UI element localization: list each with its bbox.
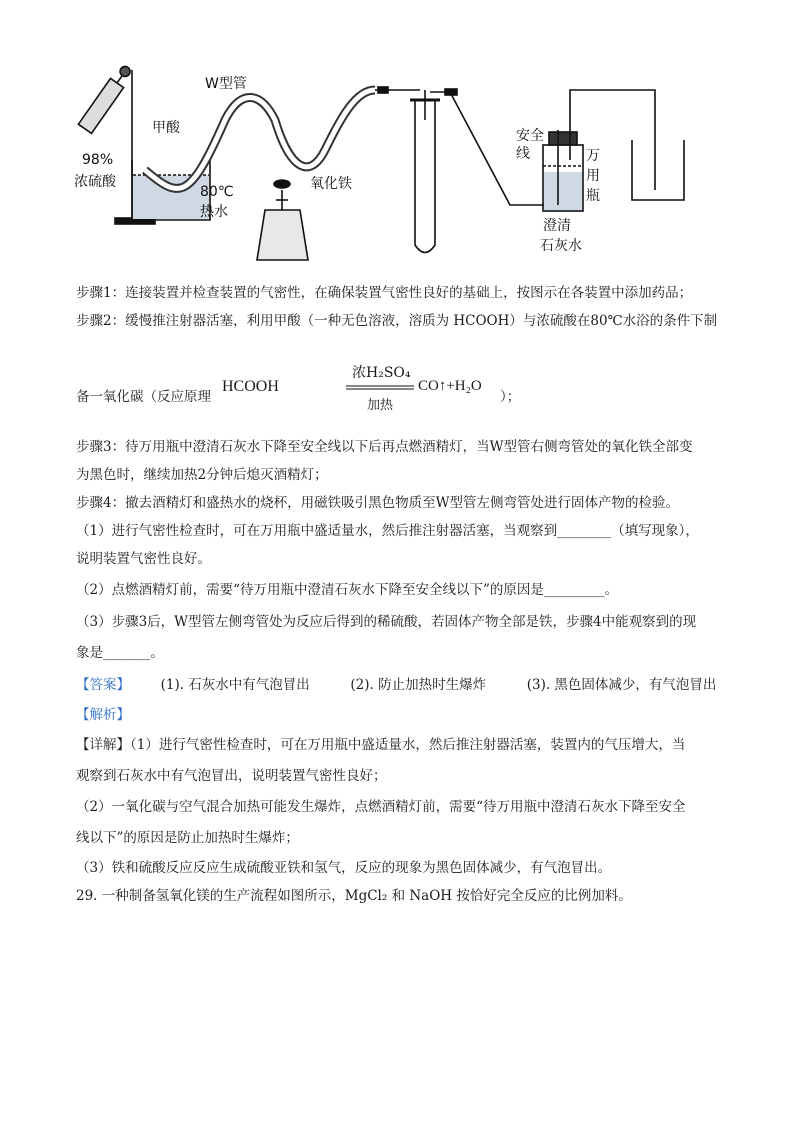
step-1: 步骤1：连接装置并检查装置的气密性，在确保装置气密性良好的基础上，按图示在各装置中添加药品； [76, 285, 693, 301]
answer-tag: 【答案】 [76, 677, 130, 693]
label-hot-water: 热水 [200, 204, 228, 220]
test-tube [415, 100, 435, 253]
question-1a: （1）进行气密性检查时，可在万用瓶中盛适量水，然后推注射器活塞，当观察到________（填写现象）， [76, 523, 699, 539]
step-2: 步骤2：缓慢推注射器活塞，利用甲酸（一种无色溶液，溶质为 HCOOH）与浓硫酸在80℃水浴的条件下制 [76, 313, 718, 329]
alcohol-lamp [257, 210, 308, 260]
syringe [78, 63, 134, 134]
label-wan-3: 瓶 [586, 188, 600, 204]
detail-2b: 线以下”的原因是防止加热时生爆炸； [76, 830, 299, 846]
apparatus-diagram [70, 60, 740, 275]
detail-1a: 【详解】（1）进行气密性检查时，可在万用瓶中盛适量水，然后推注射器活塞，装置内的气压增大，当 [76, 737, 686, 753]
analysis-tag: 【解析】 [76, 707, 130, 723]
label-iron-oxide: 氧化铁 [310, 176, 352, 192]
step-4: 步骤4：撤去酒精灯和盛热水的烧杯，用磁铁吸引黑色物质至W型管左侧弯管处进行固体产物的检验。 [76, 495, 679, 511]
label-w-tube: W型管 [205, 76, 247, 92]
label-safety-2: 线 [516, 146, 530, 162]
label-98-percent: 98% [82, 152, 114, 168]
detail-1b: 观察到石灰水中有气泡冒出，说明装置气密性良好； [76, 768, 387, 784]
step-3a: 步骤3：待万用瓶中澄清石灰水下降至安全线以下后再点燃酒精灯，当W型管右侧弯管处的氧化铁全部变 [76, 439, 693, 455]
beaker-right [632, 140, 684, 200]
question-3a: （3）步骤3后，W型管左侧弯管处为反应后得到的稀硫酸，若固体产物全部是铁，步骤4中能观察到的现 [76, 614, 697, 630]
question-3b: 象是_______。 [76, 645, 164, 661]
equation-reactant: HCOOH [222, 378, 279, 395]
equation-product: CO↑+H₂O [418, 378, 482, 394]
label-80c: 80℃ [200, 184, 234, 200]
detail-2a: （2）一氧化碳与空气混合加热可能发生爆炸，点燃酒精灯前，需要“待万用瓶中澄清石灰水下降至安全 [76, 799, 686, 815]
equation-prefix: 备一氧化碳（反应原理 [76, 389, 211, 405]
step-3b: 为黑色时，继续加热2分钟后熄灭酒精灯； [76, 467, 328, 483]
next-question-29: 29. 一种制备氢氧化镁的生产流程如图所示，MgCl₂ 和 NaOH 按恰好完全反应的比例加料。 [76, 888, 632, 904]
label-wan-1: 万 [586, 148, 600, 164]
reaction-equation [76, 360, 776, 420]
label-wan-2: 用 [586, 168, 600, 184]
equation-condition-top: 浓H₂SO₄ [352, 365, 411, 381]
analysis-tag-line [76, 705, 130, 725]
question-2: （2）点燃酒精灯前，需要“待万用瓶中澄清石灰水下降至安全线以下”的原因是_________。 [76, 582, 619, 598]
gas-tube [430, 92, 550, 205]
detail-3: （3）铁和硫酸反应反应生成硫酸亚铁和氢气，反应的现象为黑色固体减少，有气泡冒出。 [76, 860, 612, 876]
w-tube-outer [145, 90, 375, 188]
equation-suffix: ）； [500, 389, 521, 405]
answer-2: (2). 防止加热时生爆炸 [350, 677, 487, 693]
equation-condition-bottom: 加热 [367, 398, 394, 413]
question-1b: 说明装置气密性良好。 [76, 551, 211, 567]
answer-3: (3). 黑色固体减少，有气泡冒出 [526, 677, 717, 693]
label-safety-1: 安全 [516, 128, 544, 144]
apparatus-svg [70, 60, 740, 275]
iron-oxide-powder [274, 180, 290, 188]
label-lime-2: 石灰水 [540, 238, 582, 254]
label-conc-sulfuric: 浓硫酸 [74, 174, 116, 190]
answer-line [76, 675, 716, 695]
answer-1: (1). 石灰水中有气泡冒出 [160, 677, 310, 693]
label-lime-1: 澄清 [543, 218, 571, 234]
equation-arrow [346, 384, 414, 390]
wan-bottle-cap [549, 132, 577, 145]
label-formic-acid: 甲酸 [152, 120, 180, 136]
